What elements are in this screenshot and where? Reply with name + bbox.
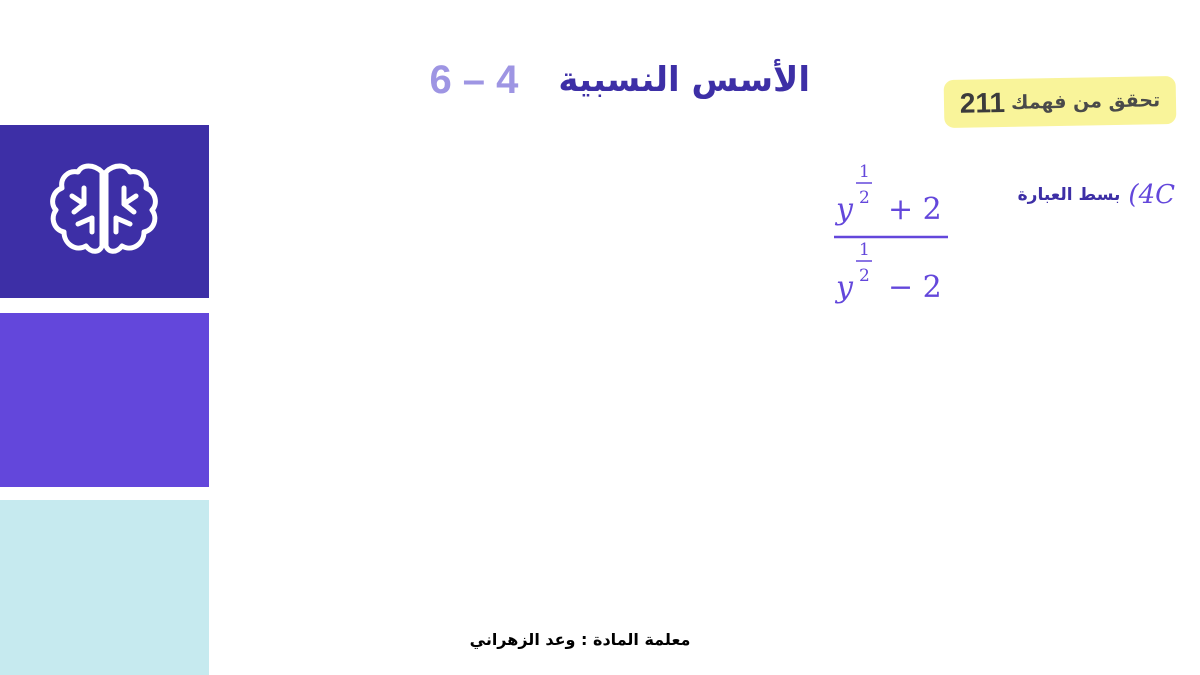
section-number: 6 – 4 (429, 57, 519, 102)
numerator-rest: + 2 (888, 192, 942, 227)
fraction-expression (832, 155, 952, 305)
numerator-exponent-numerator: 1 (859, 162, 870, 182)
brain-icon (46, 160, 162, 260)
question-number: 4C) (1128, 180, 1175, 210)
numerator-base: y (836, 192, 853, 227)
sidebar-block-light (0, 500, 209, 675)
check-understanding-label (944, 76, 1177, 128)
denominator-exponent-numerator: 1 (859, 240, 870, 260)
question-header (960, 180, 1175, 210)
lesson-title: الأسس النسبية (558, 60, 810, 100)
sidebar-block-medium (0, 313, 209, 487)
lesson-header (410, 52, 810, 108)
denominator-rest: − 2 (888, 270, 942, 305)
denominator-base: y (836, 270, 853, 305)
page-number: 211 (959, 86, 1006, 119)
numerator-exponent-denominator: 2 (859, 188, 870, 208)
teacher-credit: معلمة المادة : وعد الزهراني (469, 630, 691, 649)
denominator-exponent-denominator: 2 (859, 266, 870, 286)
check-understanding-text: تحقق من فهمك (1010, 89, 1161, 114)
question-instruction: بسط العبارة (1017, 185, 1121, 205)
